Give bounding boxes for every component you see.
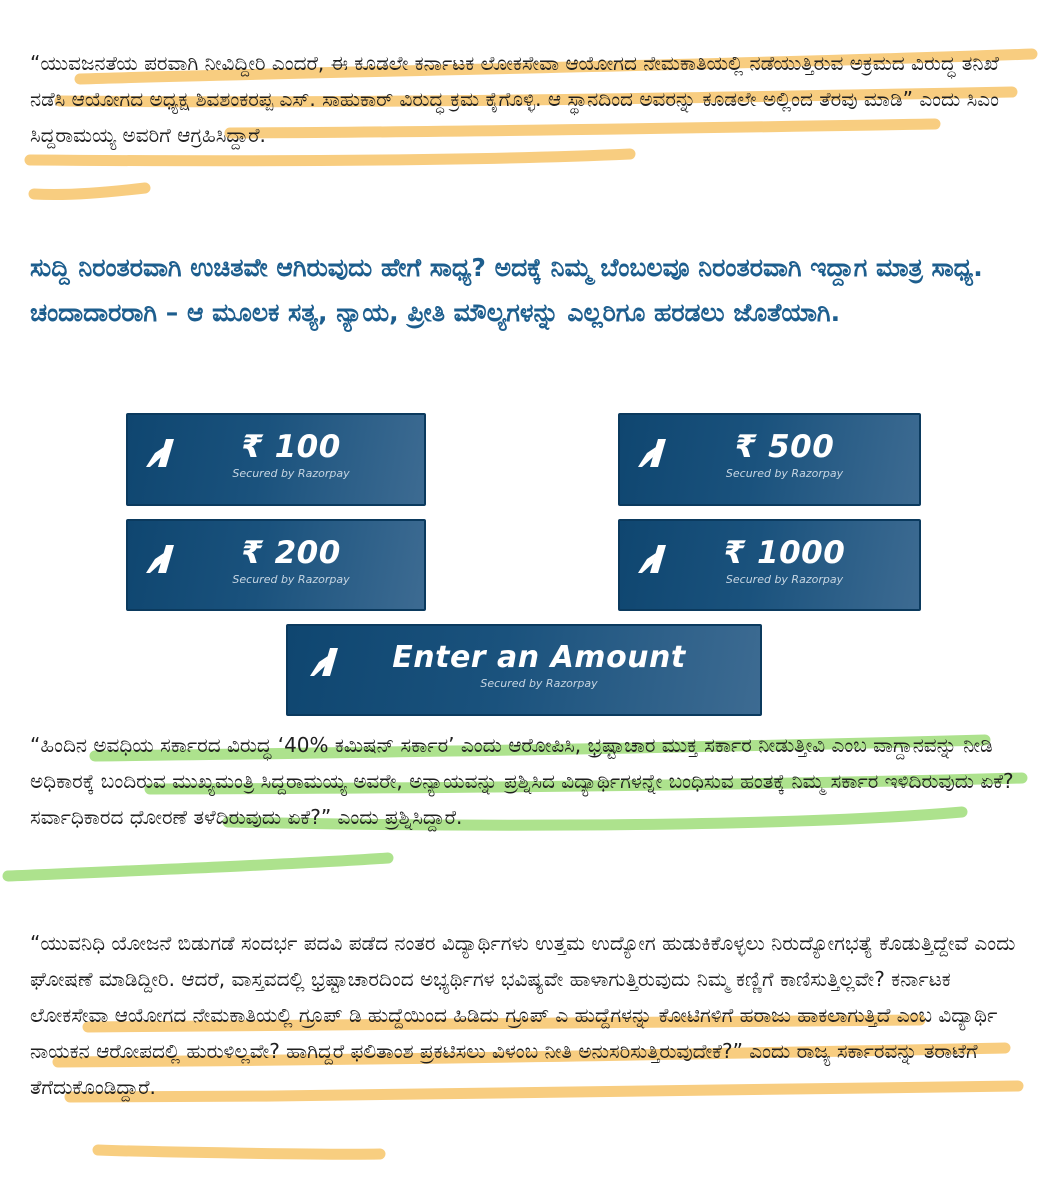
article-paragraph-1: “ಯುವಜನತೆಯ ಪರವಾಗಿ ನೀವಿದ್ದೀರಿ ಎಂದರೆ, ಈ ಕೂಡಲೇ ಕರ್ನಾಟಕ ಲೋಕಸೇವಾ ಆಯೋಗದ ನೇಮಕಾತಿಯಲ್ಲಿ ನಡೆಯುತ್ತಿರುವ ಅಕ್ರಮದ ವಿರುದ್ಧ ತನಿಖೆ ನಡೆಸಿ ಆಯೋಗದ ಅಧ್ಯಕ್ಷ ಶಿವಶಂಕರಪ್ಪ ಎಸ್. ಸಾಹುಕಾರ್ ವಿರುದ್ಧ ಕ್ರಮ ಕೈಗೊಳ್ಳಿ. ಆ ಸ್ಥಾನದಿಂದ ಅವರನ್ನು ಕೂಡಲೇ ಅಲ್ಲಿಂದ ತೆರವು ಮಾಡಿ” ಎಂದು ಸಿಎಂ ಸಿದ್ದರಾಮಯ್ಯ ಅವರಿಗೆ ಆಗ್ರಹಿಸಿದ್ದಾರೆ. — [30, 51, 999, 147]
secured-by-label: Secured by Razorpay — [725, 573, 844, 586]
razorpay-logo-icon — [146, 543, 174, 573]
pay-100-button[interactable] — [126, 413, 426, 506]
razorpay-logo-icon — [310, 646, 338, 676]
razorpay-logo-icon — [146, 437, 174, 467]
amount-label: ₹ 500 — [734, 429, 835, 465]
pay-1000-button[interactable] — [618, 519, 921, 611]
pay-200-button[interactable] — [126, 519, 426, 611]
secured-by-label: Secured by Razorpay — [725, 467, 844, 480]
amount-label: ₹ 1000 — [723, 535, 846, 571]
subscription-appeal: ಸುದ್ದಿ ನಿರಂತರವಾಗಿ ಉಚಿತವೇ ಆಗಿರುವುದು ಹೇಗೆ ಸಾಧ್ಯ? ಅದಕ್ಕೆ ನಿಮ್ಮ ಬೆಂಬಲವೂ ನಿರಂತರವಾಗಿ ಇದ್ದಾಗ ಮಾತ್ರ ಸಾಧ್ಯ. ಚಂದಾದಾರರಾಗಿ – ಆ ಮೂಲಕ ಸತ್ಯ, ನ್ಯಾಯ, ಪ್ರೀತಿ ಮೌಲ್ಯಗಳನ್ನು ಎಲ್ಲರಿಗೂ ಹರಡಲು ಜೊತೆಯಾಗಿ. — [30, 253, 983, 327]
article-paragraph-2: “ಹಿಂದಿನ ಅವಧಿಯ ಸರ್ಕಾರದ ವಿರುದ್ಧ ‘40% ಕಮಿಷನ್ ಸರ್ಕಾರ’ ಎಂದು ಆರೋಪಿಸಿ, ಭ್ರಷ್ಟಾಚಾರ ಮುಕ್ತ ಸರ್ಕಾರ ನೀಡುತ್ತೀವಿ ಎಂಬ ವಾಗ್ದಾನವನ್ನು ನೀಡಿ ಅಧಿಕಾರಕ್ಕೆ ಬಂದಿರುವ ಮುಖ್ಯಮಂತ್ರಿ ಸಿದ್ದರಾಮಯ್ಯ ಅವರೇ, ಅನ್ಯಾಯವನ್ನು ಪ್ರಶ್ನಿಸಿದ ವಿದ್ಯಾರ್ಥಿಗಳನ್ನೇ ಬಂಧಿಸುವ ಹಂತಕ್ಕೆ ನಿಮ್ಮ ಸರ್ಕಾರ ಇಳಿದಿರುವುದು ಏಕೆ? ಸರ್ವಾಧಿಕಾರದ ಧೋರಣೆ ತಳೆದಿರುವುದು ಏಕೆ?” ಎಂದು ಪ್ರಶ್ನಿಸಿದ್ದಾರೆ. — [30, 733, 1014, 829]
pay-500-button[interactable] — [618, 413, 921, 506]
amount-label: ₹ 200 — [241, 535, 341, 571]
secured-by-label: Secured by Razorpay — [232, 573, 350, 586]
razorpay-logo-icon — [638, 437, 666, 467]
amount-label: ₹ 100 — [241, 429, 341, 465]
razorpay-logo-icon — [638, 543, 666, 573]
enter-amount-button[interactable] — [286, 624, 762, 716]
amount-label: Enter an Amount — [392, 640, 686, 675]
secured-by-label: Secured by Razorpay — [232, 467, 350, 480]
article-paragraph-3: “ಯುವನಿಧಿ ಯೋಜನೆ ಬಿಡುಗಡೆ ಸಂದರ್ಭ ಪದವಿ ಪಡೆದ ನಂತರ ವಿದ್ಯಾರ್ಥಿಗಳು ಉತ್ತಮ ಉದ್ಯೋಗ ಹುಡುಕಿಕೊಳ್ಳಲು ನಿರುದ್ಯೋಗಭತ್ಯೆ ಕೊಡುತ್ತಿದ್ದೇವೆ ಎಂದು ಘೋಷಣೆ ಮಾಡಿದ್ದೀರಿ. ಆದರೆ, ವಾಸ್ತವದಲ್ಲಿ ಭ್ರಷ್ಟಾಚಾರದಿಂದ ಅಭ್ಯರ್ಥಿಗಳ ಭವಿಷ್ಯವೇ ಹಾಳಾಗುತ್ತಿರುವುದು ನಿಮ್ಮ ಕಣ್ಣಿಗೆ ಕಾಣಿಸುತ್ತಿಲ್ಲವೇ? ಕರ್ನಾಟಕ ಲೋಕಸೇವಾ ಆಯೋಗದ ನೇಮಕಾತಿಯಲ್ಲಿ ಗ್ರೂಪ್ ಡಿ ಹುದ್ದೆಯಿಂದ ಹಿಡಿದು ಗ್ರೂಪ್ ಎ ಹುದ್ದೆಗಳನ್ನು ಕೋಟಿಗಳಿಗೆ ಹರಾಜು ಹಾಕಲಾಗುತ್ತಿದೆ ಎಂಬ ವಿದ್ಯಾರ್ಥಿ ನಾಯಕನ ಆರೋಪದಲ್ಲಿ ಹುರುಳಿಲ್ಲವೇ? ಹಾಗಿದ್ದರೆ ಫಲಿತಾಂಶ ಪ್ರಕಟಿಸಲು ವಿಳಂಬ ನೀತಿ ಅನುಸರಿಸುತ್ತಿರುವುದೇಕೆ?” ಎಂದು ರಾಜ್ಯ ಸರ್ಕಾರವನ್ನು ತರಾಟೆಗೆ ತೆಗೆದುಕೊಂಡಿದ್ದಾರೆ. — [30, 931, 1016, 1099]
secured-by-label: Secured by Razorpay — [480, 677, 598, 690]
